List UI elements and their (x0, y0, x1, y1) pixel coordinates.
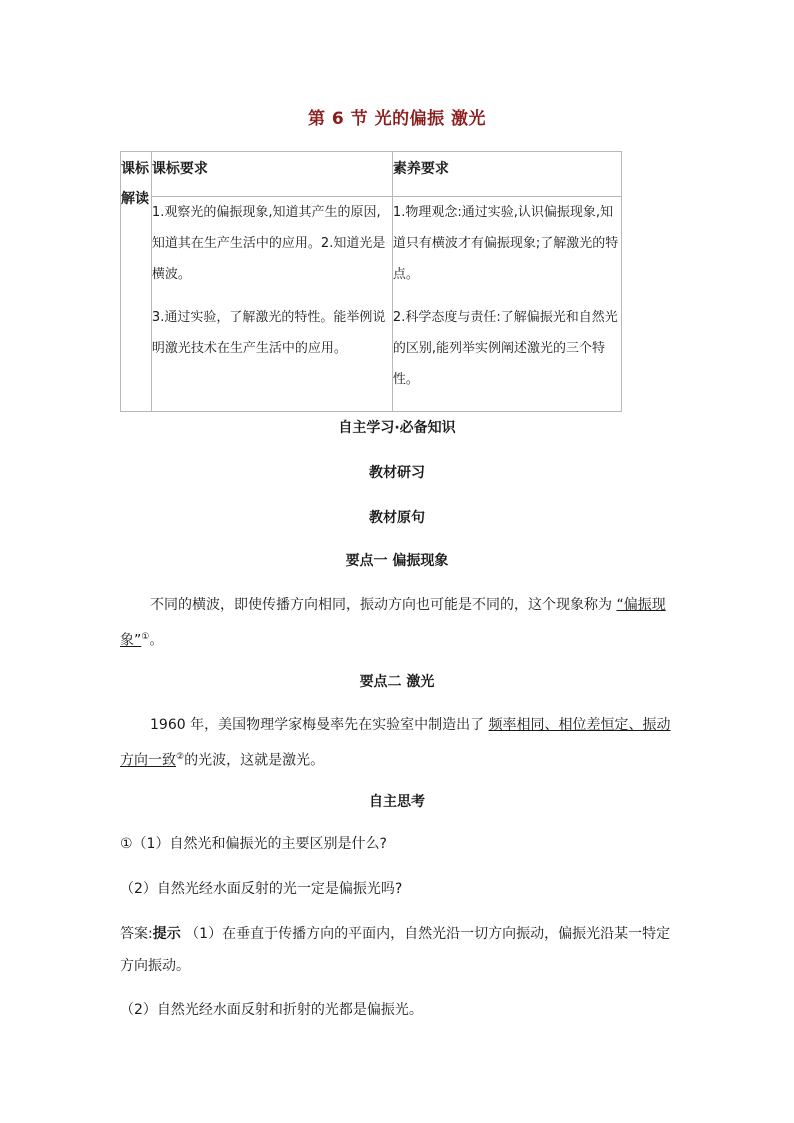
answer-paragraph-1 (120, 918, 676, 982)
answer-label: 答案: (120, 926, 153, 942)
section-heading-study: 自主学习·必备知识 (338, 420, 456, 436)
page-title: 第 6 节 光的偏振 激光 (307, 109, 486, 129)
footnote-mark-1: ① (141, 632, 150, 642)
table-header-literacy: 素养要求 (392, 152, 621, 197)
literacy-requirement-2: 2.科学态度与责任:了解偏振光和自然光的区别,能列举实例阐述激光的三个特性。 (392, 310, 618, 387)
standard-requirements-cell (151, 197, 392, 412)
standard-requirement-2: 3.通过实验，了解激光的特性。能举例说明激光技术在生产生活中的应用。 (151, 310, 386, 356)
point2-paragraph (120, 709, 676, 777)
literacy-requirements-cell (392, 197, 621, 412)
literacy-requirement-1: 1.物理观念:通过实验,认识偏振现象,知道只有横波才有偏振现象;了解激光的特点。 (392, 205, 619, 282)
point1-text: 不同的横波，即使传播方向相同，振动方向也可能是不同的，这个现象称为 (150, 597, 617, 613)
question-2: （2）自然光经水面反射的光一定是偏振光吗? (120, 881, 403, 897)
section-heading-original: 教材原句 (369, 510, 425, 526)
standard-requirement-1: 1.观察光的偏振现象,知道其产生的原因,知道其在生产生活中的应用。2.知道光是横波。 (151, 205, 386, 282)
hint-label: 提示 (152, 926, 181, 942)
question-1: ①（1）自然光和偏振光的主要区别是什么? (120, 836, 387, 852)
curriculum-table (120, 151, 622, 412)
point1-end: 。 (149, 632, 164, 649)
table-header-standard: 课标要求 (151, 152, 392, 197)
answer-paragraph-2: （2）自然光经水面反射和折射的光都是偏振光。 (120, 1002, 423, 1018)
section-heading-point2: 要点二 激光 (359, 674, 435, 690)
table-side-label: 课标解读 (121, 152, 152, 412)
point2-text: 1960 年，美国物理学家梅曼率先在实验室中制造出了 (150, 717, 489, 733)
point2-term: 频率相同、相位差恒定、振动方向一致 (120, 717, 671, 769)
section-heading-material: 教材研习 (369, 465, 425, 481)
footnote-mark-2: ② (176, 752, 185, 762)
answer-1-text: （1）在垂直于传播方向的平面内，自然光沿一切方向振动，偏振光沿某一特定方向振动。 (120, 926, 671, 974)
point1-paragraph (120, 589, 676, 657)
point2-end: 的光波，这就是激光。 (184, 752, 325, 769)
point1-term: “偏振现象” (120, 597, 666, 649)
section-heading-think: 自主思考 (369, 794, 425, 810)
section-heading-point1: 要点一 偏振现象 (345, 553, 449, 569)
